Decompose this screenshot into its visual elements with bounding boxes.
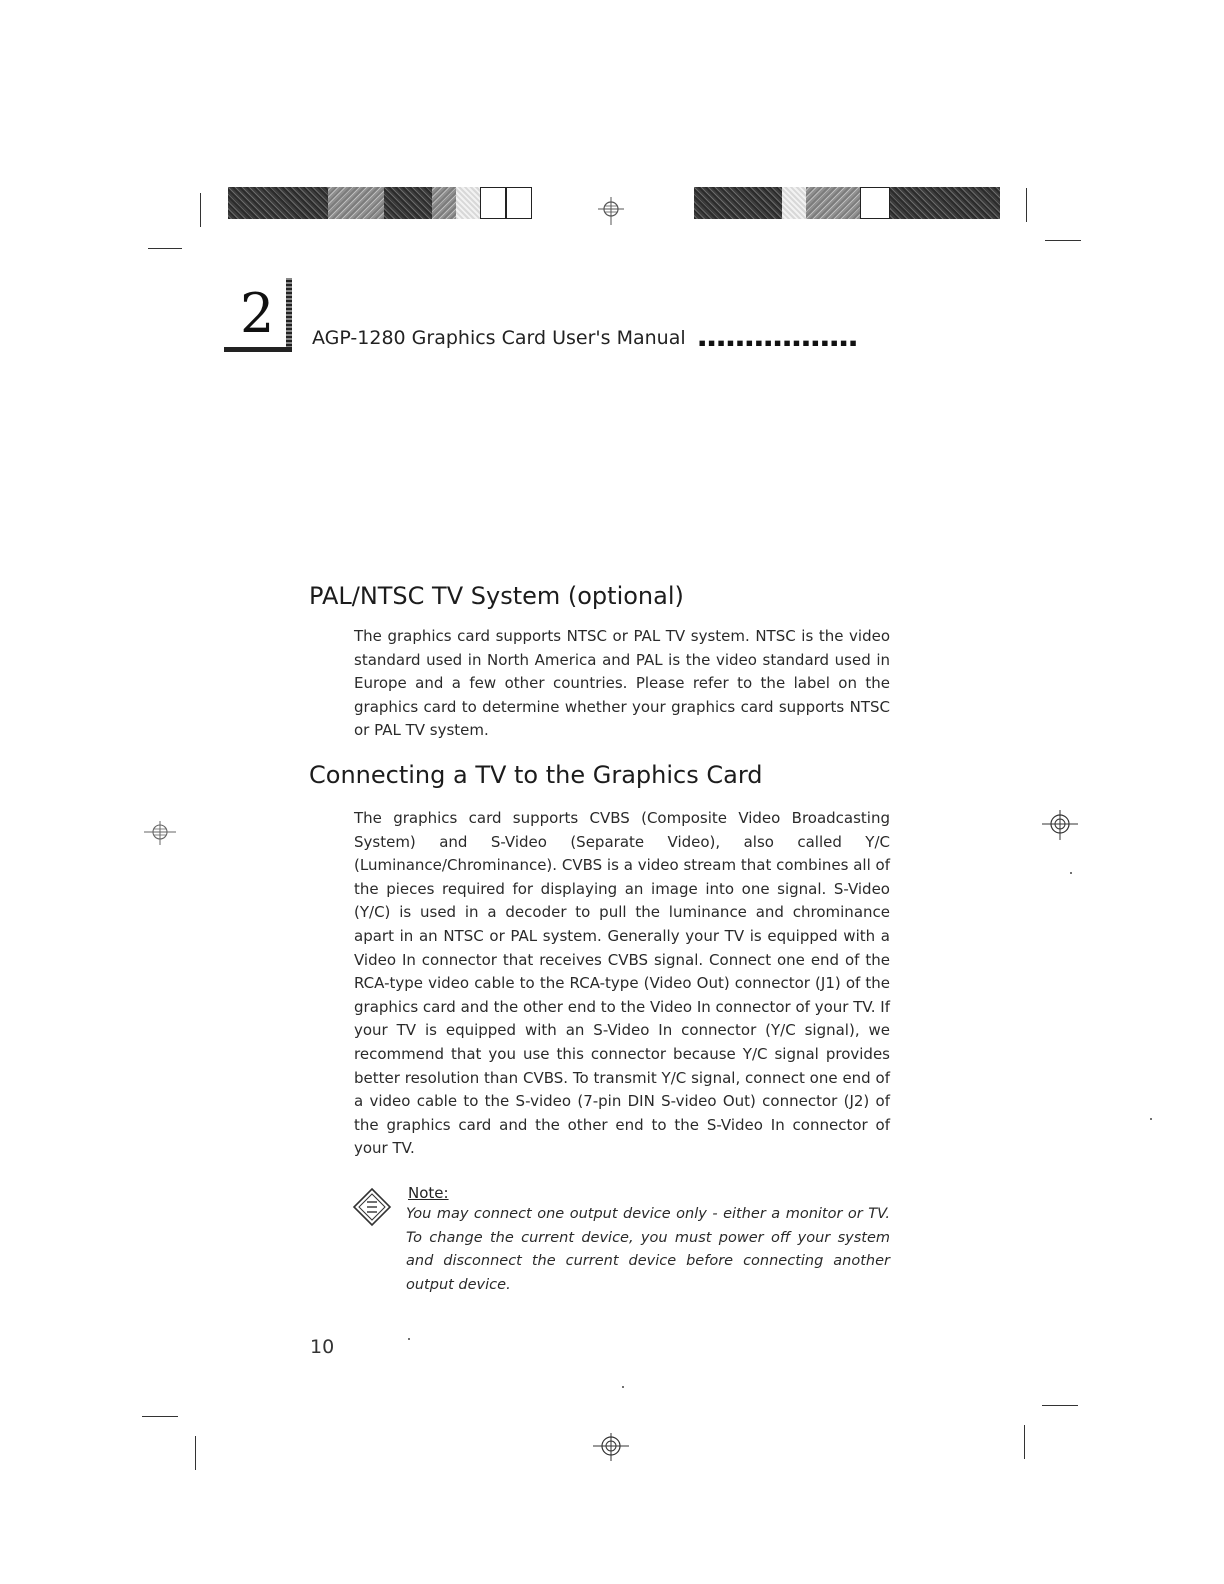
- header-color-bar-left: [228, 187, 532, 219]
- section-heading-pal-ntsc: PAL/NTSC TV System (optional): [309, 582, 684, 610]
- scan-speck: [1070, 872, 1072, 874]
- crop-mark-bottom-right-horizontal: [1042, 1405, 1078, 1406]
- title-dot-leader: ▪▪▪▪▪▪▪▪▪▪▪▪▪▪▪▪▪: [698, 335, 859, 351]
- chapter-number: 2: [240, 282, 275, 345]
- crop-mark-top-left-horizontal: [148, 248, 182, 249]
- scan-speck: [1150, 1118, 1152, 1120]
- crop-mark-bottom-right-vertical: [1024, 1425, 1025, 1459]
- scan-speck: [622, 1386, 624, 1388]
- chapter-underline: [224, 347, 292, 352]
- manual-title: AGP-1280 Graphics Card User's Manual: [312, 327, 686, 349]
- note-label: Note:: [408, 1184, 449, 1202]
- page-number: 10: [310, 1336, 335, 1358]
- registration-mark-right-icon: [1040, 806, 1080, 846]
- section-body-connecting-tv: The graphics card supports CVBS (Composite Video Broadcasting System) and S-Video (Separate Video), also called Y/C (Luminance/Chrominance). CVBS is a video stream that combines all of the pieces required for displaying an image into one signal. S-Video (Y/C) is used in a decoder to pull the luminance and chrominance apart in an NTSC or PAL system. Generally your TV is equipped with a Video In connector that receives CVBS signal. Connect one end of the RCA-type video cable to the RCA-type (Video Out) connector (J1) of the graphics card and the other end to the Video In connector of your TV. If your TV is equipped with an S-Video In connector (Y/C signal), we recommend that you use this connector because Y/C signal provides better resolution than CVBS. To transmit Y/C signal, connect one end of a video cable to the S-video (7-pin DIN S-video Out) connector (J2) of the graphics card and the other end to the S-Video In connector of your TV.: [354, 809, 890, 1158]
- crop-mark-bottom-left-vertical: [195, 1436, 196, 1470]
- crop-mark-top-right-vertical: [1026, 188, 1027, 222]
- registration-mark-left-icon: [142, 818, 178, 848]
- section-body-pal-ntsc: The graphics card supports NTSC or PAL TV system. NTSC is the video standard used in North America and PAL is the video standard used in Europe and a few other countries. Please refer to the label on the graphics card to determine whether your graphics card supports NTSC or PAL TV system.: [354, 627, 890, 740]
- note-text: You may connect one output device only - either a monitor or TV. To change the current device, you must power off your system and disconnect the current device before connecting another output device.: [406, 1206, 890, 1293]
- note-icon: [352, 1187, 392, 1227]
- crop-mark-top-left-vertical: [200, 193, 201, 227]
- section-heading-connecting-tv: Connecting a TV to the Graphics Card: [309, 761, 763, 789]
- crop-mark-top-right-horizontal: [1045, 240, 1081, 241]
- header-color-bar-right: [694, 187, 1000, 219]
- scan-speck: [408, 1338, 410, 1340]
- crop-mark-bottom-left-horizontal: [142, 1416, 178, 1417]
- registration-mark-bottom-icon: [591, 1430, 631, 1464]
- chapter-vertical-bar: [286, 278, 292, 350]
- registration-mark-top-icon: [594, 194, 628, 228]
